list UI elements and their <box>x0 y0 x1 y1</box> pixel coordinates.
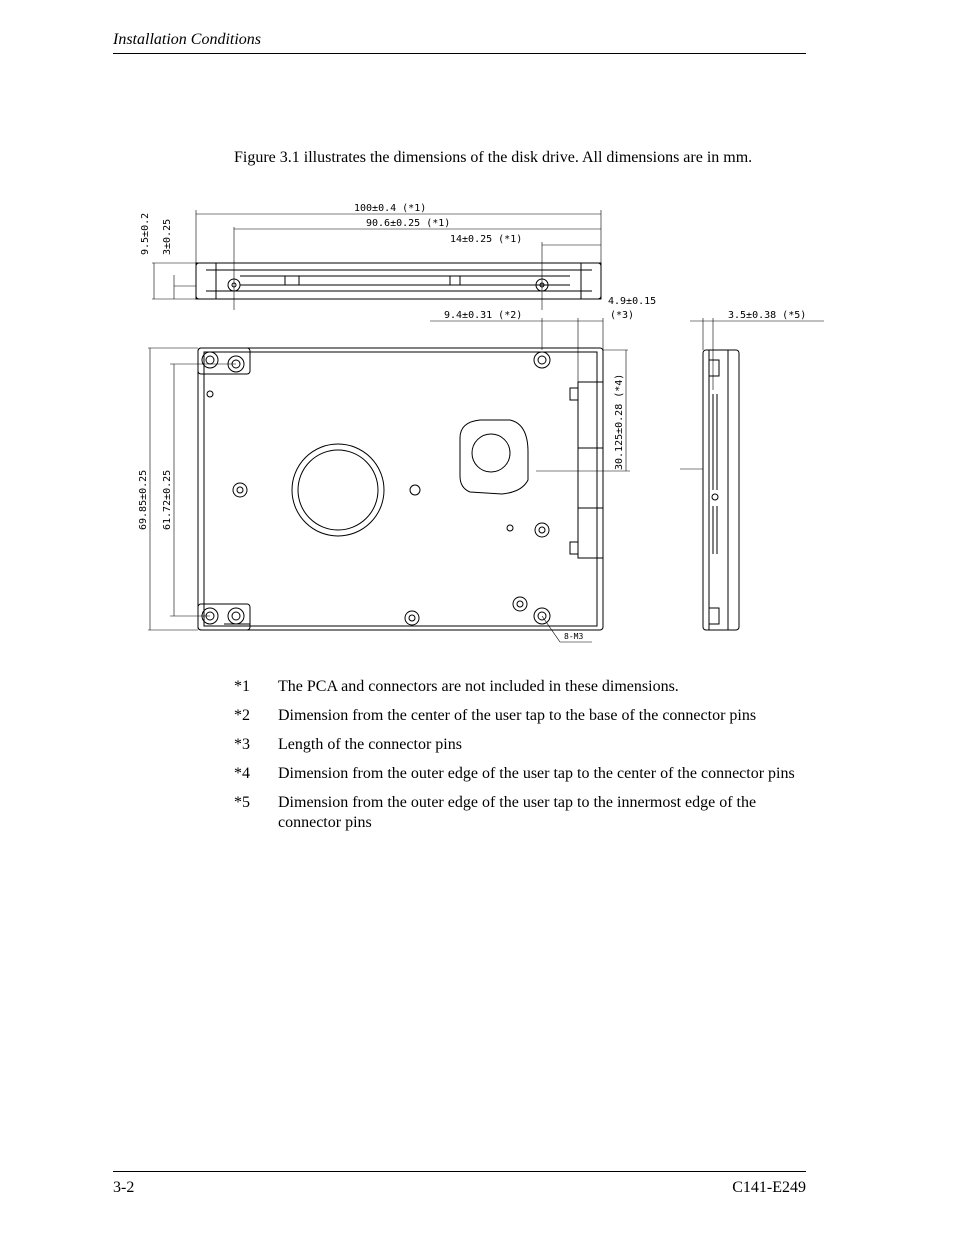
dim-side-offset: 3.5±0.38 (*5) <box>728 310 807 321</box>
dim-height-part: 3±0.25 <box>162 218 173 255</box>
note-mark: *3 <box>234 736 250 753</box>
note-mark: *2 <box>234 707 250 724</box>
disk-drive-dimension-drawing <box>130 190 830 660</box>
dim-length-total: 100±0.4 (*1) <box>354 203 427 214</box>
notes-list <box>234 677 814 842</box>
note-text: Dimension from the outer edge of the user tap to the center of the connector pins <box>278 765 795 782</box>
dim-connector-note: (*3) <box>610 310 635 321</box>
end-view-body <box>703 350 739 630</box>
note-item <box>234 677 814 697</box>
document-id: C141-E249 <box>732 1179 806 1196</box>
dim-length-short: 14±0.25 (*1) <box>450 234 523 245</box>
note-item <box>234 764 814 784</box>
note-item <box>234 735 814 755</box>
note-text: Dimension from the center of the user tap to the base of the connector pins <box>278 707 757 724</box>
intro-paragraph: Figure 3.1 illustrates the dimensions of the disk drive. All dimensions are in mm. <box>234 149 753 166</box>
note-text: The PCA and connectors are not included in these dimensions. <box>278 678 679 695</box>
dim-width-mid: 61.72±0.25 <box>162 469 173 530</box>
note-text: Length of the connector pins <box>278 736 462 753</box>
side-view-body <box>196 263 601 299</box>
note-mark: *5 <box>234 794 250 811</box>
screw-callout: 8-M3 <box>564 632 584 641</box>
note-mark: *1 <box>234 678 250 695</box>
note-item <box>234 793 814 833</box>
page-number: 3-2 <box>113 1179 135 1196</box>
dim-tap-to-pins: 9.4±0.31 (*2) <box>444 310 523 321</box>
page-header <box>113 31 806 54</box>
dim-height-total: 9.5±0.2 <box>140 212 151 255</box>
note-text: Dimension from the outer edge of the user tap to the innermost edge of the connector pins <box>278 794 757 831</box>
dim-connector-length: 4.9±0.15 <box>608 296 657 307</box>
header-title: Installation Conditions <box>113 31 262 48</box>
dim-width-total: 69.85±0.25 <box>138 469 149 530</box>
page-footer <box>113 1171 806 1202</box>
spindle-outer <box>292 444 384 536</box>
dim-pin-center: 30.125±0.28 (*4) <box>614 373 625 470</box>
dim-length-mid: 90.6±0.25 (*1) <box>366 218 451 229</box>
note-mark: *4 <box>234 765 250 782</box>
drive-top-view <box>198 348 603 630</box>
note-item <box>234 706 814 726</box>
connector-block <box>578 382 603 558</box>
